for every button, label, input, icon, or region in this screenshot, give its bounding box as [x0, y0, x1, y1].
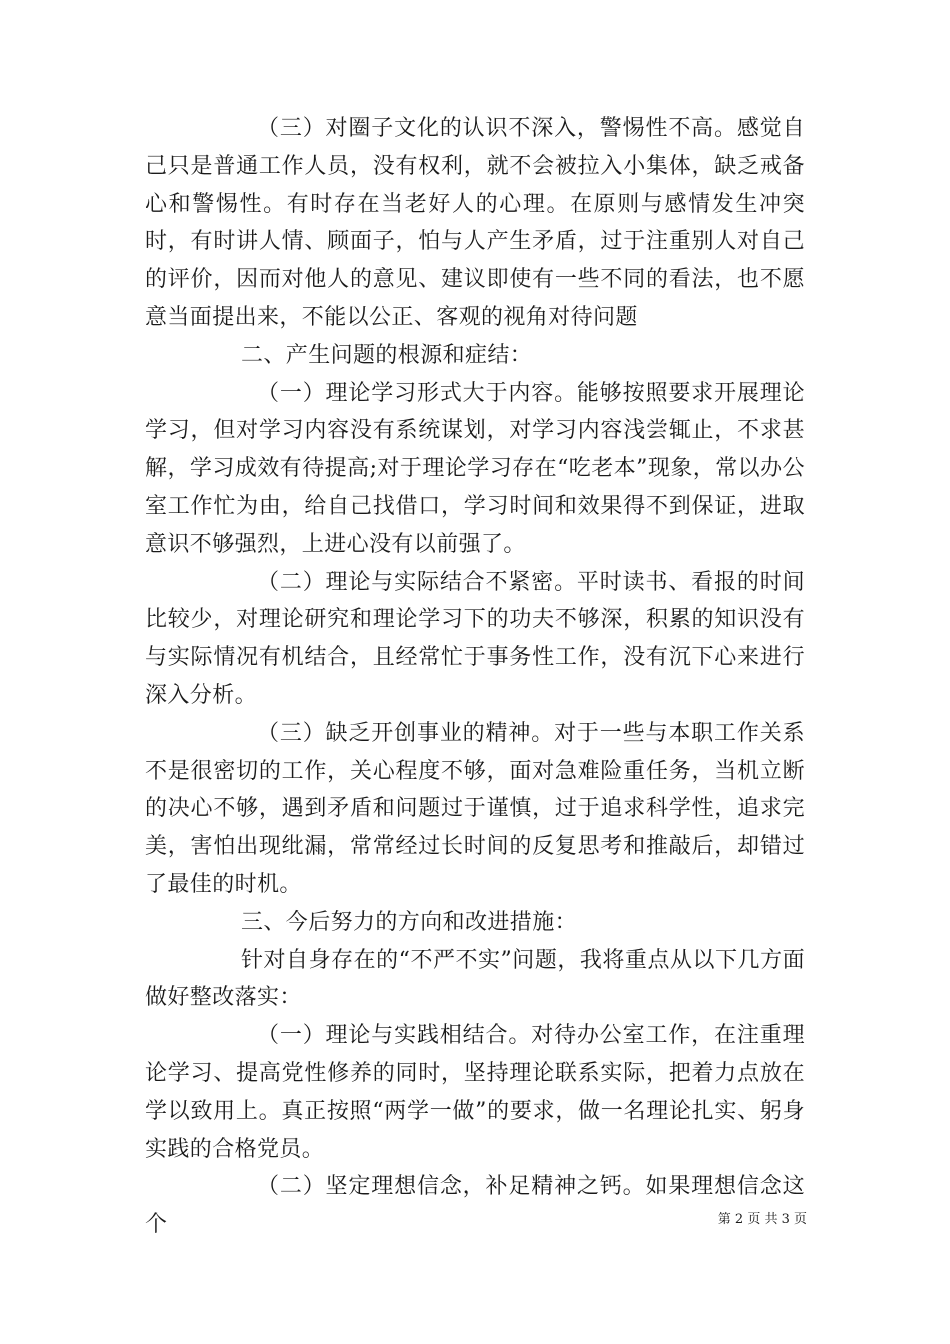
paragraph-rectification-intro: 针对自身存在的“不严不实”问题，我将重点从以下几方面做好整改落实：	[145, 947, 805, 1011]
document-body	[145, 110, 805, 1244]
paragraph-circle-culture: （三）对圈子文化的认识不深入，警惕性不高。感觉自己只是普通工作人员，没有权利，就不会被拉入小集体，缺乏戒备心和警惕性。有时存在当老好人的心理。在原则与感情发生冲突时，有时讲人情、顾面子，怕与人产生矛盾，过于注重别人对自己的评价，因而对他人的意见、建议即使有一些不同的看法，也不愿意当面提出来，不能以公正、客观的视角对待问题	[145, 116, 805, 330]
paragraph-theory-practice: （二）理论与实际结合不紧密。平时读书、看报的时间比较少，对理论研究和理论学习下的功夫不够深，积累的知识没有与实际情况有机结合，且经常忙于事务性工作，没有沉下心来进行深入分析。	[145, 569, 805, 708]
section-heading-root-causes: 二、产生问题的根源和症结：	[241, 342, 533, 368]
section-heading-improvement: 三、今后努力的方向和改进措施：	[241, 909, 578, 935]
page-number-footer: 第 2 页 共 3 页	[717, 1212, 807, 1227]
paragraph-theory-form: （一）理论学习形式大于内容。能够按照要求开展理论学习，但对学习内容没有系统谋划，对学习内容浅尝辄止，不求甚解，学习成效有待提高;对于理论学习存在“吃老本”现象，常以办公室工作忙为由，给自己找借口，学习时间和效果得不到保证，进取意识不够强烈，上进心没有以前强了。	[145, 380, 805, 557]
paragraph-combine-theory-practice: （一）理论与实践相结合。对待办公室工作，在注重理论学习、提高党性修养的同时，坚持理论联系实际，把着力点放在学以致用上。真正按照“两学一做”的要求，做一名理论扎实、躬身实践的合格党员。	[145, 1023, 805, 1162]
paragraph-firm-ideals: （二）坚定理想信念，补足精神之钙。如果理想信念这个	[145, 1174, 805, 1238]
paragraph-pioneering-spirit: （三）缺乏开创事业的精神。对于一些与本职工作关系不是很密切的工作，关心程度不够，面对急难险重任务，当机立断的决心不够，遇到矛盾和问题过于谨慎，过于追求科学性，追求完美，害怕出现纰漏，常常经过长时间的反复思考和推敲后，却错过了最佳的时机。	[145, 720, 805, 897]
